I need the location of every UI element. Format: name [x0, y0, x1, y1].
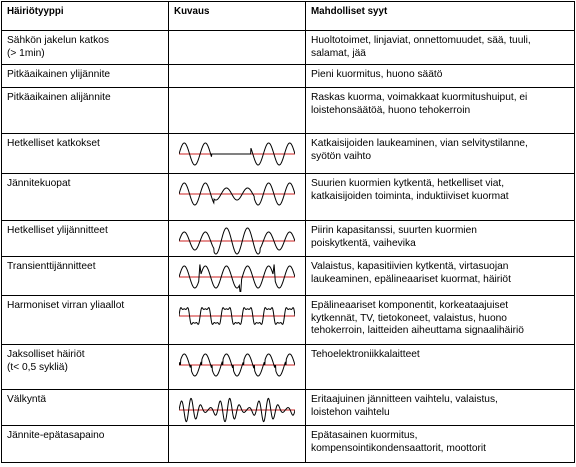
- table-row: [2, 221, 575, 257]
- disturbance-type-cell: [2, 174, 169, 221]
- causes-text: Eritaajuinen jännitteen vaihtelu, valaistus,: [311, 394, 498, 405]
- disturbance-type-text: Sähkön jakelun katkos: [7, 35, 109, 46]
- causes-text: tehokerroin, laitteiden aiheuttama signaalihäiriö: [311, 325, 524, 336]
- header-description: Kuvaus: [169, 2, 306, 31]
- waveform-cell: [169, 174, 306, 221]
- disturbance-type-text: Hetkelliset ylijännitteet: [7, 225, 108, 236]
- disturbance-type-text: Pitkäaikainen ylijännite: [7, 69, 111, 80]
- causes-text: Valaistus, kapasitiivien kytkentä, virtasuojan: [311, 261, 509, 272]
- table-row: [2, 390, 575, 426]
- causes-text: poiskytkentä, vaihevika: [311, 237, 416, 249]
- waveform-harmonic: [179, 301, 295, 331]
- waveform-interruption: [179, 139, 295, 169]
- causes-text: salamat, jää: [311, 47, 366, 59]
- causes-text: kytkennät, TV, tietokoneet, valaistus, huono: [311, 312, 507, 324]
- waveform-cell: [169, 426, 306, 463]
- table-row: [2, 88, 575, 134]
- disturbance-type-text: (> 1min): [7, 47, 45, 59]
- causes-text: Raskas kuorma, voimakkaat kuormitushuiput, ei: [311, 92, 528, 103]
- table-row: [2, 65, 575, 88]
- waveform-cell: [169, 345, 306, 390]
- header-type: Häiriötyyppi: [2, 2, 169, 31]
- causes-text: Epätasainen kuormitus,: [311, 430, 418, 441]
- disturbance-type-cell: [2, 88, 169, 134]
- header-row: [2, 2, 575, 31]
- causes-cell: [306, 31, 575, 65]
- table-row: [2, 426, 575, 463]
- causes-text: Huoltotoimet, linjaviat, onnettomuudet, sää, tuuli,: [311, 35, 531, 46]
- waveform-cell: [169, 65, 306, 88]
- causes-cell: [306, 390, 575, 426]
- causes-text: Tehoelektroniikkalaitteet: [311, 349, 420, 360]
- causes-text: laukeaminen, epälineaariset kuormat, häiriöt: [311, 273, 511, 285]
- causes-cell: [306, 426, 575, 463]
- disturbance-type-text: Pitkäaikainen alijännite: [7, 92, 111, 103]
- disturbance-type-cell: [2, 296, 169, 345]
- disturbance-type-text: Jännitekuopat: [7, 178, 71, 189]
- causes-cell: [306, 134, 575, 174]
- disturbance-type-text: Transienttijännitteet: [7, 261, 96, 272]
- disturbance-type-cell: [2, 426, 169, 463]
- disturbance-type-cell: [2, 221, 169, 257]
- causes-text: Katkaisijoiden laukeaminen, vian selvitystilanne,: [311, 138, 528, 149]
- causes-cell: [306, 221, 575, 257]
- table-row: [2, 296, 575, 345]
- disturbance-type-text: Jaksolliset häiriöt: [7, 349, 85, 360]
- causes-text: loistehonsäätöä, huono tehokerroin: [311, 104, 471, 116]
- disturbance-type-text: Harmoniset virran yliaallot: [7, 300, 125, 311]
- table-row: [2, 257, 575, 296]
- waveform-notch: [179, 350, 295, 380]
- waveform-trace: [179, 264, 295, 292]
- causes-text: Suurien kuormien kytkentä, hetkelliset viat,: [311, 178, 505, 189]
- causes-cell: [306, 257, 575, 296]
- waveform-cell: [169, 221, 306, 257]
- table-row: [2, 31, 575, 65]
- causes-text: Piirin kapasitanssi, suurten kuormien: [311, 225, 477, 236]
- waveform-cell: [169, 31, 306, 65]
- causes-cell: [306, 345, 575, 390]
- waveform-swell: [179, 226, 295, 256]
- causes-text: katkaisijoiden toiminta, induktiiviset kuormat: [311, 190, 509, 202]
- disturbance-type-cell: [2, 134, 169, 174]
- causes-text: Pieni kuormitus, huono säätö: [311, 69, 443, 80]
- disturbance-type-cell: [2, 257, 169, 296]
- causes-text: syötön vaihto: [311, 150, 372, 162]
- causes-text: Epälineaariset komponentit, korkeataajuiset: [311, 300, 509, 311]
- disturbance-type-cell: [2, 65, 169, 88]
- waveform-cell: [169, 88, 306, 134]
- table-row: [2, 345, 575, 390]
- disturbance-type-cell: [2, 31, 169, 65]
- waveform-cell: [169, 296, 306, 345]
- waveform-transient: [179, 262, 295, 292]
- disturbance-table: [1, 1, 575, 463]
- header-causes: Mahdolliset syyt: [306, 2, 575, 31]
- table-row: [2, 174, 575, 221]
- disturbance-type-text: Jännite-epätasapaino: [7, 430, 105, 441]
- causes-text: loistehon vaihtelu: [311, 406, 390, 418]
- disturbance-type-cell: [2, 390, 169, 426]
- causes-cell: [306, 88, 575, 134]
- disturbance-type-text: Välkyntä: [7, 394, 47, 405]
- causes-cell: [306, 174, 575, 221]
- causes-text: kompensointikondensaattorit, moottorit: [311, 442, 486, 454]
- causes-cell: [306, 296, 575, 345]
- disturbance-type-text: Hetkelliset katkokset: [7, 138, 100, 149]
- disturbance-type-cell: [2, 345, 169, 390]
- waveform-cell: [169, 134, 306, 174]
- waveform-cell: [169, 390, 306, 426]
- waveform-flicker: [179, 395, 295, 425]
- causes-cell: [306, 65, 575, 88]
- table-row: [2, 134, 575, 174]
- waveform-sag: [179, 179, 295, 209]
- waveform-cell: [169, 257, 306, 296]
- disturbance-type-text: (t< 0,5 sykliä): [7, 361, 68, 373]
